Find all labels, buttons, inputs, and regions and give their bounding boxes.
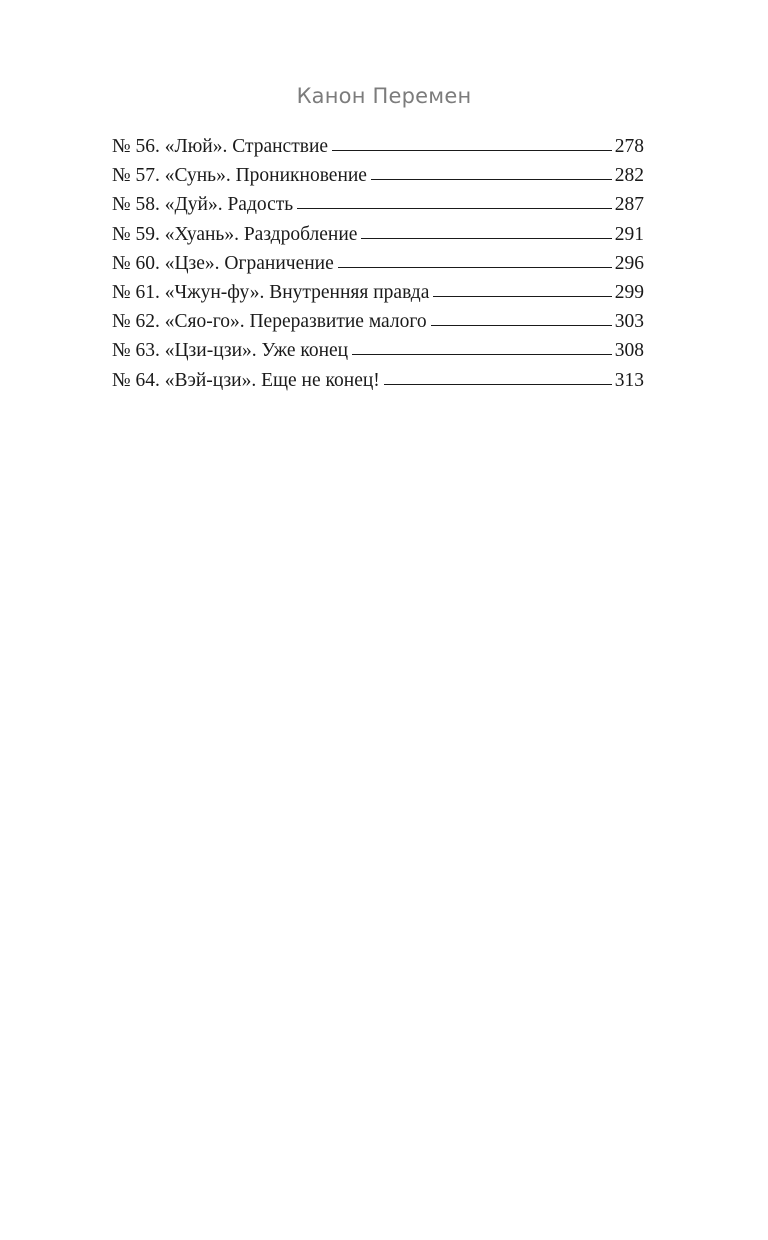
running-header: Канон Перемен bbox=[296, 84, 472, 108]
toc-leader-line bbox=[384, 384, 612, 385]
table-of-contents bbox=[112, 136, 644, 399]
toc-entry-page: 278 bbox=[614, 136, 644, 157]
toc-leader-line bbox=[361, 238, 611, 239]
toc-leader-line bbox=[352, 354, 612, 355]
toc-entry bbox=[112, 253, 644, 282]
toc-entry-title: № 59. «Хуань». Раздробление bbox=[112, 223, 358, 245]
toc-entry-page: 303 bbox=[614, 311, 644, 333]
toc-leader-line bbox=[431, 325, 612, 326]
toc-leader-line bbox=[297, 208, 612, 209]
toc-entry-page: 308 bbox=[614, 340, 644, 362]
toc-leader-line bbox=[332, 150, 612, 151]
toc-entry-page: 291 bbox=[614, 223, 644, 245]
toc-entry-page: 313 bbox=[614, 369, 644, 391]
toc-entry bbox=[112, 224, 644, 253]
toc-entry-title: № 61. «Чжун-фу». Внутренняя правда bbox=[112, 281, 430, 303]
toc-entry-title: № 62. «Сяо-го». Переразвитие малого bbox=[112, 311, 427, 333]
toc-entry-title: № 58. «Дуй». Радость bbox=[112, 194, 294, 216]
toc-entry-title: № 64. «Вэй-цзи». Еще не конец! bbox=[112, 369, 380, 391]
toc-entry bbox=[112, 136, 644, 165]
toc-entry-page: 282 bbox=[614, 165, 644, 187]
toc-entry-page: 296 bbox=[614, 252, 644, 274]
toc-entry-title: № 56. «Люй». Странствие bbox=[112, 136, 329, 157]
toc-entry-title: № 60. «Цзе». Ограничение bbox=[112, 252, 334, 274]
toc-leader-line bbox=[371, 179, 612, 180]
toc-entry-page: 287 bbox=[614, 194, 644, 216]
toc-entry bbox=[112, 282, 644, 311]
toc-leader-line bbox=[433, 296, 611, 297]
toc-entry bbox=[112, 194, 644, 223]
toc-entry bbox=[112, 370, 644, 399]
toc-entry-title: № 57. «Сунь». Проникновение bbox=[112, 165, 367, 187]
toc-leader-line bbox=[338, 267, 612, 268]
toc-entry-title: № 63. «Цзи-цзи». Уже конец bbox=[112, 340, 349, 362]
toc-entry-page: 299 bbox=[614, 281, 644, 303]
toc-entry bbox=[112, 340, 644, 369]
toc-entry bbox=[112, 165, 644, 194]
toc-entry bbox=[112, 311, 644, 340]
